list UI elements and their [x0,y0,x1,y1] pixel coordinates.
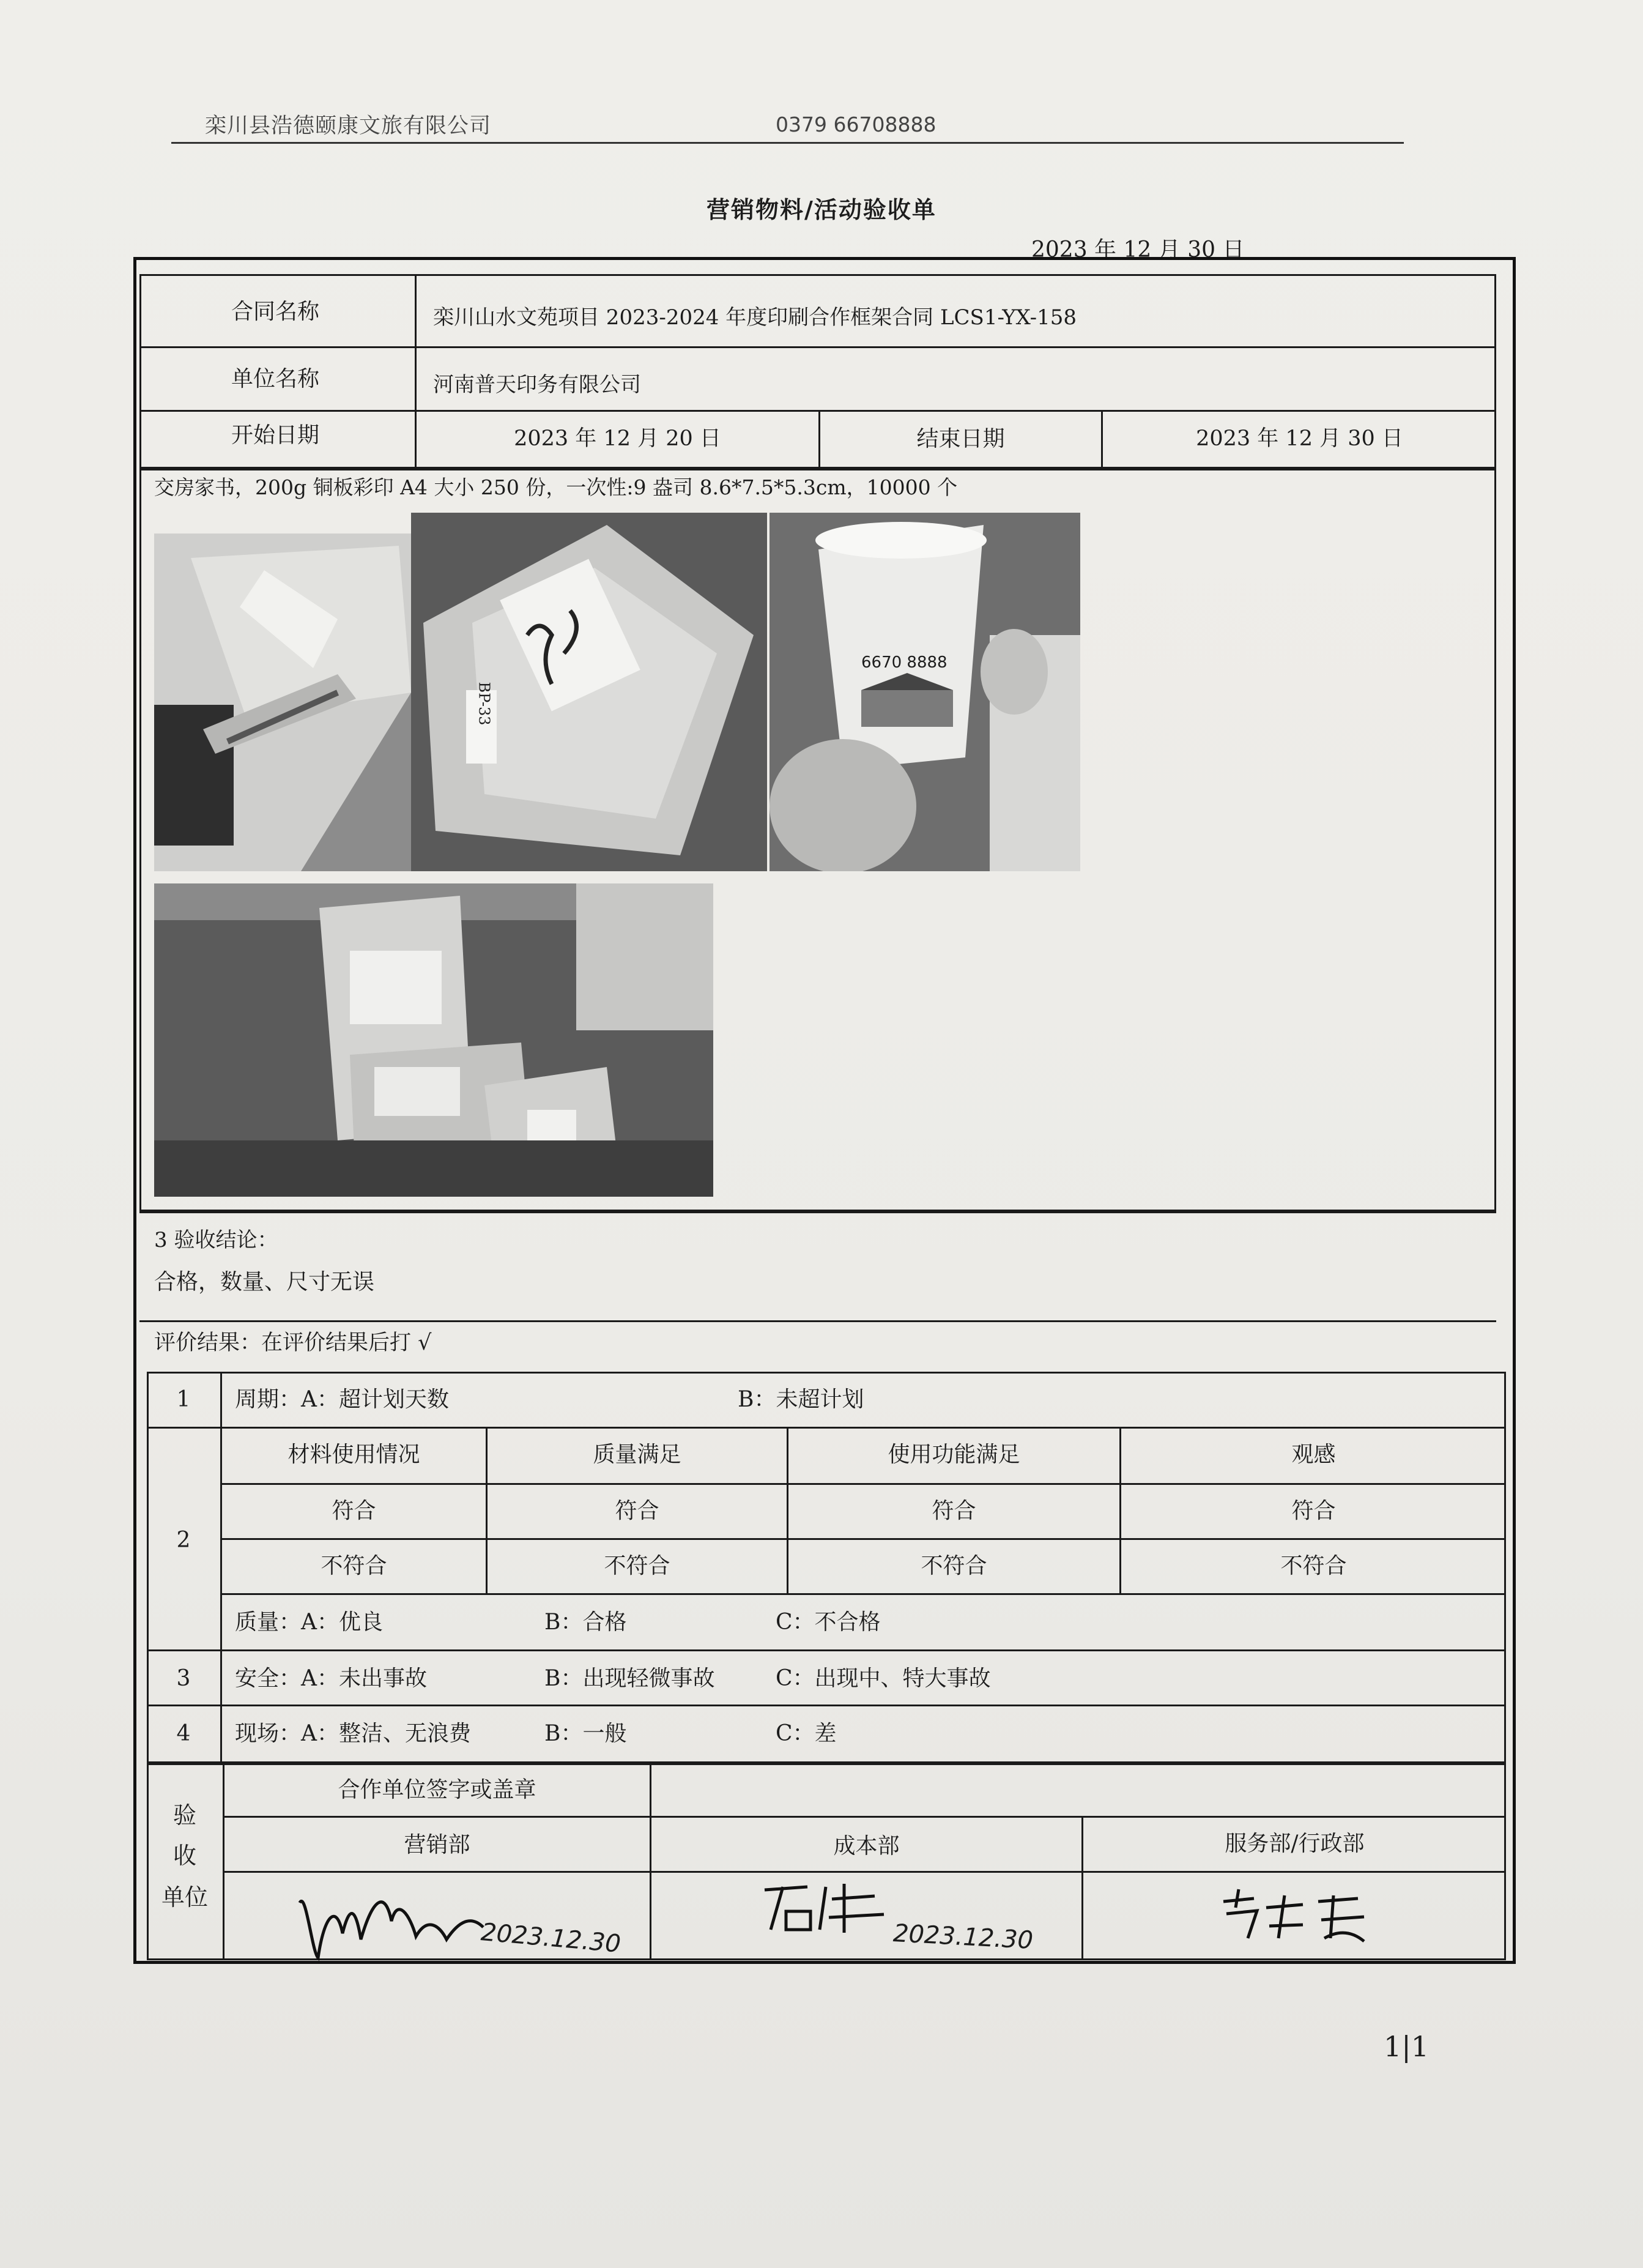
row4-option-a: 现场：A：整洁、无浪费 [235,1721,471,1746]
signature-date-cost: 2023.12.30 [892,1919,1034,1955]
end-date-label: 结束日期 [916,426,1005,452]
photo-boxes [154,883,713,1197]
row1-no: 1 [176,1387,191,1412]
unit-value: 河南普天印务有限公司 [433,373,641,397]
appearance-pass: 符合 [1291,1498,1336,1523]
contract-value: 栾川山水文苑项目 2023-2024 年度印刷合作框架合同 LCS1-YX-158 [433,305,1077,330]
rule [147,1649,1506,1651]
rule [650,1763,651,1816]
signature-service [1211,1883,1376,1950]
col-material: 材料使用情况 [287,1442,420,1467]
rule [147,1705,1506,1706]
header-company: 栾川县浩德颐康文旅有限公司 [205,114,492,138]
row4-option-c: C：差 [776,1721,837,1746]
contract-label: 合同名称 [231,299,320,324]
rule [220,1483,1506,1485]
quality-option-c: C：不合格 [776,1610,881,1635]
function-pass: 符合 [932,1498,976,1523]
rule [139,1211,1496,1213]
rule [139,1320,1496,1322]
rule [220,1538,1506,1540]
col-appearance: 观感 [1291,1442,1336,1467]
dept-service-admin: 服务部/行政部 [1225,1831,1365,1856]
end-date-value: 2023 年 12 月 30 日 [1196,426,1403,451]
accept-label-3: 单位 [161,1884,208,1911]
accept-label-1: 验 [172,1802,196,1829]
function-fail: 不符合 [921,1553,987,1578]
form-date: 2023 年 12 月 30 日 [1031,237,1245,262]
quality-pass: 符合 [615,1498,659,1523]
col-function: 使用功能满足 [888,1442,1020,1467]
header-rule [171,142,1404,144]
rule [223,1871,1506,1873]
rule [223,1816,1506,1818]
signature-cost [752,1875,899,1942]
material-fail: 不符合 [321,1553,387,1578]
row2-no: 2 [176,1528,191,1553]
form-title: 营销物料/活动验收单 [707,196,936,223]
eval-header: 评价结果：在评价结果后打 √ [154,1331,432,1355]
start-date-label: 开始日期 [231,423,320,448]
quality-fail: 不符合 [604,1553,670,1578]
conclusion-text: 合格，数量、尺寸无误 [154,1270,375,1295]
photo-cup-package [411,513,767,871]
rule [139,346,1496,348]
header-phone: 0379 66708888 [776,113,936,136]
photo-cup-phone: 6670 8888 [861,653,948,672]
conclusion-label: 3 验收结论： [154,1228,278,1252]
photo-label-code: BP-33 [475,682,493,726]
coop-sign-label: 合作单位签字或盖章 [338,1777,536,1802]
row1-option-b: B：未超计划 [738,1387,864,1412]
appearance-fail: 不符合 [1280,1553,1347,1578]
photo-paper-cup [770,513,1080,871]
quality-option-a: 质量：A：优良 [235,1610,383,1635]
rule [220,1593,1506,1595]
rule [147,1427,1506,1429]
quality-option-b: B：合格 [544,1610,627,1635]
col-quality: 质量满足 [593,1442,681,1467]
dept-marketing: 营销部 [404,1832,470,1857]
start-date-value: 2023 年 12 月 20 日 [514,426,721,451]
row1-option-a: 周期：A：超计划天数 [235,1387,449,1412]
row3-no: 3 [176,1666,191,1691]
signature-date-marketing: 2023.12.30 [480,1918,622,1958]
row4-no: 4 [176,1721,191,1746]
row4-option-b: B：一般 [544,1721,627,1746]
row3-option-b: B：出现轻微事故 [544,1666,715,1691]
material-pass: 符合 [332,1498,376,1523]
rule [139,410,1496,412]
items-description: 交房家书，200g 铜板彩印 A4 大小 250 份，一次性:9 盎司 8.6*7.5*5.3cm，10000 个 [154,475,958,499]
dept-cost: 成本部 [833,1834,900,1859]
accept-label-2: 收 [172,1842,196,1869]
row3-option-a: 安全：A：未出事故 [235,1666,427,1691]
photo-envelopes [154,534,411,871]
row3-option-c: C：出现中、特大事故 [776,1666,991,1691]
unit-label: 单位名称 [231,366,320,392]
page-number: 1|1 [1384,2030,1430,2063]
